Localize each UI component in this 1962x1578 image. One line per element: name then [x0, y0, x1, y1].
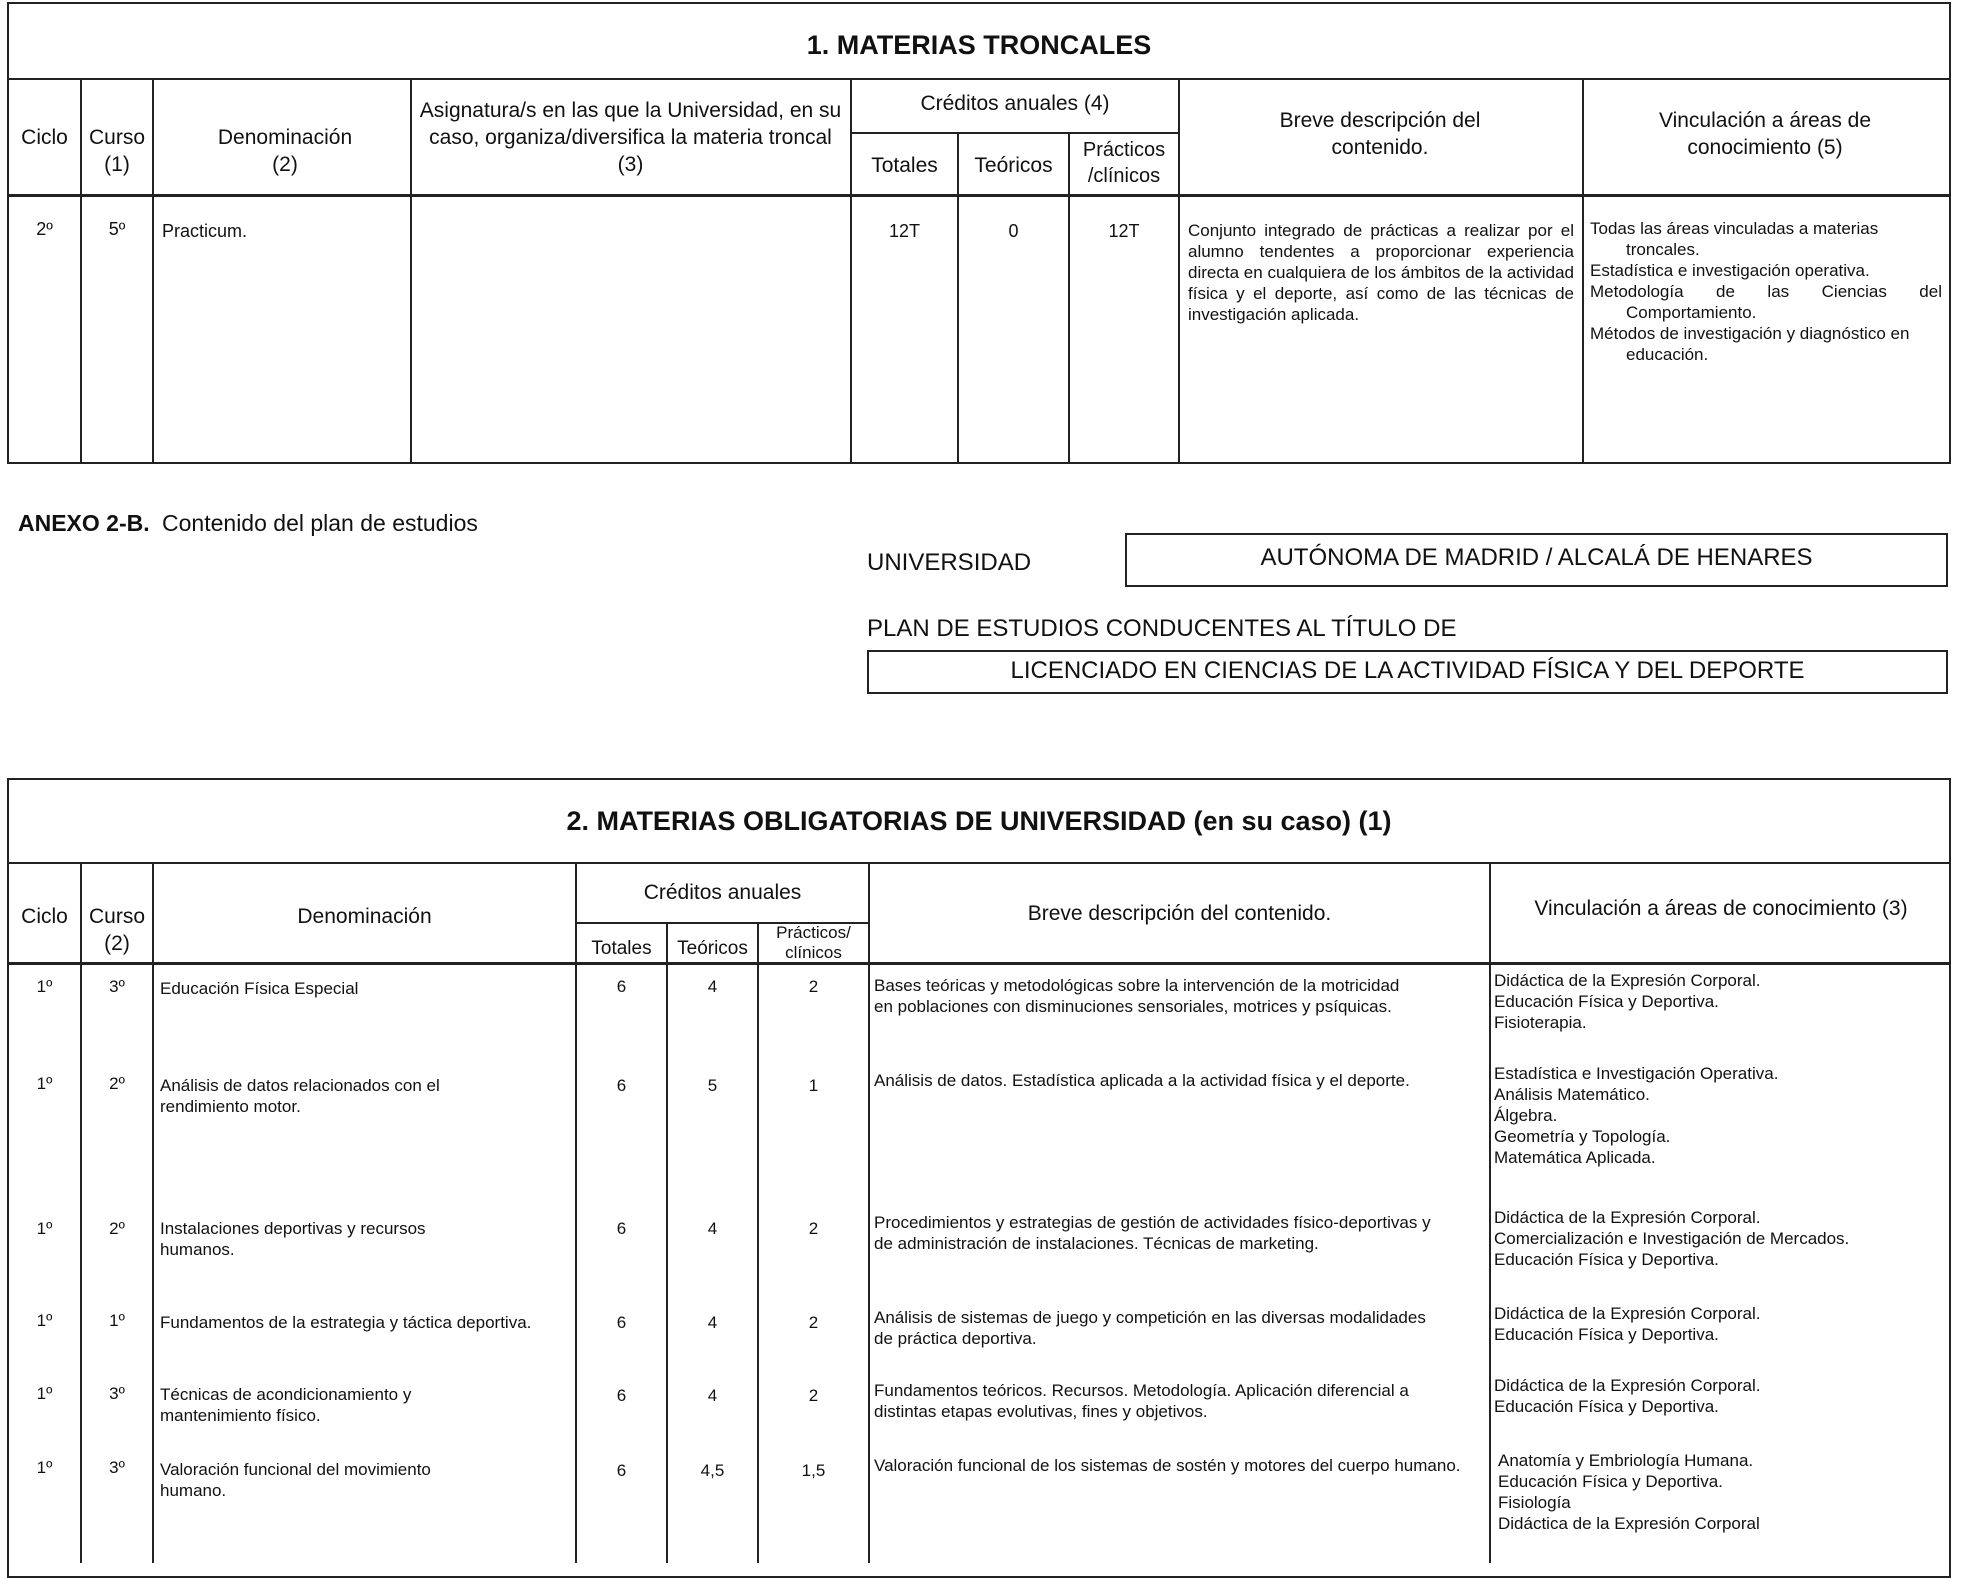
t1-header-asignaturas: Asignatura/s en las que la Universidad, en su caso, organiza/diversifica la materia troncal (3)	[419, 99, 842, 176]
t1-col-line	[850, 78, 852, 464]
table-2-header-divider	[7, 962, 1951, 965]
t1-header-teoricos: Teóricos	[974, 154, 1053, 177]
t1-row-curso: 5º	[108, 219, 126, 239]
t2-header-creditos: Créditos anuales	[643, 881, 802, 904]
t2-header-ciclo: Ciclo	[21, 905, 68, 928]
t1-row-descripcion: Conjunto integrado de prácticas a realizar por el alumno tendentes a proporcionar experiencia directa en cualquiera de los ámbitos de la actividad física y el deporte, así como de las técnicas de investigación aplicada.	[1188, 221, 1574, 324]
t2-row-curso: 3º	[109, 1458, 125, 1477]
t1-creditos-divider	[850, 132, 1178, 134]
t2-header-denominacion: Denominación	[297, 905, 432, 928]
t2-row-areas	[1494, 970, 1944, 1033]
t1-col-line	[152, 78, 154, 464]
t2-row-teoricos: 4,5	[700, 1461, 725, 1480]
t2-row-denominacion: Fundamentos de la estrategia y táctica deportiva.	[160, 1313, 532, 1332]
t1-header-ciclo: Ciclo	[21, 126, 68, 149]
t2-area-item: Comercialización e Investigación de Mercados.	[1494, 1229, 1850, 1248]
titulo-value: LICENCIADO EN CIENCIAS DE LA ACTIVIDAD FÍSICA Y DEL DEPORTE	[1010, 657, 1805, 684]
t2-row-totales: 6	[616, 977, 627, 996]
t2-header-totales: Totales	[591, 938, 652, 959]
t2-row-totales: 6	[616, 1386, 627, 1405]
t2-row-practicos: 2	[808, 1219, 819, 1238]
t2-row-practicos: 1	[808, 1076, 819, 1095]
t2-area-item: Fisiología	[1498, 1493, 1571, 1512]
table-1-title: 1. MATERIAS TRONCALES	[806, 30, 1152, 60]
t2-row-curso: 1º	[109, 1311, 125, 1330]
t2-row-teoricos: 4	[707, 1219, 718, 1238]
t2-row-practicos: 2	[808, 977, 819, 996]
t1-header-denominacion: Denominación (2)	[217, 126, 353, 176]
t1-header-descripcion: Breve descripción del contenido.	[1279, 109, 1481, 159]
table-2-title-divider	[7, 862, 1951, 864]
t2-area-item: Didáctica de la Expresión Corporal.	[1494, 1304, 1761, 1323]
t2-row-totales: 6	[616, 1076, 627, 1095]
t2-row-ciclo: 1º	[36, 1219, 53, 1238]
t1-col-line	[1582, 78, 1584, 464]
t2-row-practicos: 2	[808, 1386, 819, 1405]
t2-row-denominacion: Técnicas de acondicionamiento y mantenimiento físico.	[160, 1385, 412, 1425]
t2-area-item: Educación Física y Deportiva.	[1494, 992, 1719, 1011]
t2-row-teoricos: 4	[707, 977, 718, 996]
t2-col-line	[868, 862, 870, 1563]
t2-row-areas	[1498, 1450, 1948, 1534]
anexo-label: ANEXO 2-B.	[18, 510, 150, 536]
t2-header-descripcion: Breve descripción del contenido.	[1027, 902, 1332, 925]
t2-area-item: Educación Física y Deportiva.	[1494, 1250, 1719, 1269]
t2-row-teoricos: 4	[707, 1313, 718, 1332]
anexo-heading	[18, 510, 478, 537]
t1-col-line	[1178, 78, 1180, 464]
t1-header-curso: Curso (1)	[88, 126, 146, 176]
t2-row-practicos: 1,5	[801, 1461, 826, 1480]
t2-row-ciclo: 1º	[36, 1074, 53, 1093]
t2-row-descripcion: Análisis de sistemas de juego y competición en las diversas modalidades de práctica deportiva.	[874, 1308, 1426, 1348]
t1-header-creditos: Créditos anuales (4)	[920, 92, 1110, 115]
t1-row-totales: 12T	[888, 221, 921, 241]
t2-row-areas	[1494, 1207, 1944, 1270]
anexo-text: Contenido del plan de estudios	[162, 510, 478, 536]
t1-area-item: Metodología de las Ciencias del Comportamiento.	[1590, 282, 1942, 322]
t1-area-item: Estadística e investigación operativa.	[1590, 261, 1870, 280]
t2-row-curso: 3º	[109, 977, 125, 996]
t2-row-curso: 3º	[109, 1384, 125, 1403]
t2-row-denominacion: Instalaciones deportivas y recursos humanos.	[160, 1219, 426, 1259]
t1-header-totales: Totales	[871, 154, 938, 177]
plan-label: PLAN DE ESTUDIOS CONDUCENTES AL TÍTULO DE	[867, 615, 1457, 642]
t2-row-areas	[1494, 1303, 1944, 1345]
t2-row-ciclo: 1º	[36, 977, 53, 996]
t2-col-line	[152, 862, 154, 1563]
t2-row-descripcion: Procedimientos y estrategias de gestión de actividades físico-deportivas y de administración de instalaciones. Técnicas de marketing.	[874, 1213, 1431, 1253]
t2-area-item: Didáctica de la Expresión Corporal.	[1494, 1376, 1761, 1395]
t2-col-line	[575, 862, 577, 1563]
t2-row-teoricos: 5	[707, 1076, 718, 1095]
t2-header-practicos: Prácticos/ clínicos	[776, 923, 851, 962]
t2-row-descripcion: Valoración funcional de los sistemas de sostén y motores del cuerpo humano.	[874, 1456, 1461, 1475]
t1-col-line	[957, 132, 959, 464]
t2-area-item: Análisis Matemático.	[1494, 1085, 1650, 1104]
t2-row-totales: 6	[616, 1461, 627, 1480]
t1-row-teoricos: 0	[1008, 221, 1019, 241]
t2-row-denominacion: Análisis de datos relacionados con el rendimiento motor.	[160, 1076, 440, 1116]
t2-row-denominacion: Educación Física Especial	[160, 979, 359, 998]
t2-header-vinculacion: Vinculación a áreas de conocimiento (3)	[1534, 897, 1908, 920]
t1-row-areas	[1590, 218, 1942, 365]
t2-area-item: Matemática Aplicada.	[1494, 1148, 1656, 1167]
t2-row-ciclo: 1º	[36, 1384, 53, 1403]
t1-row-practicos: 12T	[1108, 221, 1140, 241]
t1-row-ciclo: 2º	[36, 219, 53, 239]
t2-row-descripcion: Análisis de datos. Estadística aplicada a la actividad física y el deporte.	[874, 1071, 1410, 1090]
t2-col-line	[1489, 862, 1491, 1563]
t2-area-item: Álgebra.	[1494, 1106, 1558, 1125]
t1-header-vinculacion: Vinculación a áreas de conocimiento (5)	[1658, 109, 1872, 159]
t2-area-item: Anatomía y Embriología Humana.	[1498, 1451, 1754, 1470]
t2-area-item: Didáctica de la Expresión Corporal	[1498, 1514, 1760, 1533]
t2-row-curso: 2º	[109, 1074, 125, 1093]
t2-row-denominacion: Valoración funcional del movimiento humano.	[160, 1460, 431, 1500]
t2-row-descripcion: Fundamentos teóricos. Recursos. Metodología. Aplicación diferencial a distintas etapas evolutivas, fines y objetivos.	[874, 1381, 1409, 1421]
t2-area-item: Educación Física y Deportiva.	[1498, 1472, 1723, 1491]
table-1-title-divider	[7, 78, 1951, 80]
t2-header-curso: Curso (2)	[88, 905, 146, 955]
t2-row-areas	[1494, 1375, 1944, 1417]
t1-area-item: Todas las áreas vinculadas a materias troncales.	[1590, 219, 1879, 259]
t1-col-line	[410, 78, 412, 464]
t2-area-item: Geometría y Topología.	[1494, 1127, 1671, 1146]
t2-area-item: Estadística e Investigación Operativa.	[1494, 1064, 1779, 1083]
t1-header-practicos: Prácticos /clínicos	[1082, 139, 1166, 187]
t2-area-item: Educación Física y Deportiva.	[1494, 1325, 1719, 1344]
t2-area-item: Fisioterapia.	[1494, 1013, 1587, 1032]
t2-row-teoricos: 4	[707, 1386, 718, 1405]
t2-row-ciclo: 1º	[36, 1458, 53, 1477]
table-1-header-divider	[7, 194, 1951, 197]
t2-row-ciclo: 1º	[36, 1311, 53, 1330]
t2-header-teoricos: Teóricos	[677, 938, 748, 959]
t2-area-item: Educación Física y Deportiva.	[1494, 1397, 1719, 1416]
t1-row-denominacion: Practicum.	[162, 221, 248, 241]
universidad-value: AUTÓNOMA DE MADRID / ALCALÁ DE HENARES	[1260, 544, 1813, 571]
universidad-label: UNIVERSIDAD	[867, 549, 1032, 576]
t2-area-item: Didáctica de la Expresión Corporal.	[1494, 971, 1761, 990]
t2-row-curso: 2º	[109, 1219, 125, 1238]
t2-row-descripcion: Bases teóricas y metodológicas sobre la intervención de la motricidad en poblaciones con disminuciones sensoriales, motrices y psíquicas.	[874, 976, 1400, 1016]
t1-area-item: Métodos de investigación y diagnóstico en educación.	[1590, 324, 1910, 364]
t2-area-item: Didáctica de la Expresión Corporal.	[1494, 1208, 1761, 1227]
table-2-title: 2. MATERIAS OBLIGATORIAS DE UNIVERSIDAD (en su caso) (1)	[566, 806, 1392, 836]
t2-row-areas	[1494, 1063, 1944, 1168]
t2-row-practicos: 2	[808, 1313, 819, 1332]
t2-row-totales: 6	[616, 1313, 627, 1332]
t2-row-totales: 6	[616, 1219, 627, 1238]
